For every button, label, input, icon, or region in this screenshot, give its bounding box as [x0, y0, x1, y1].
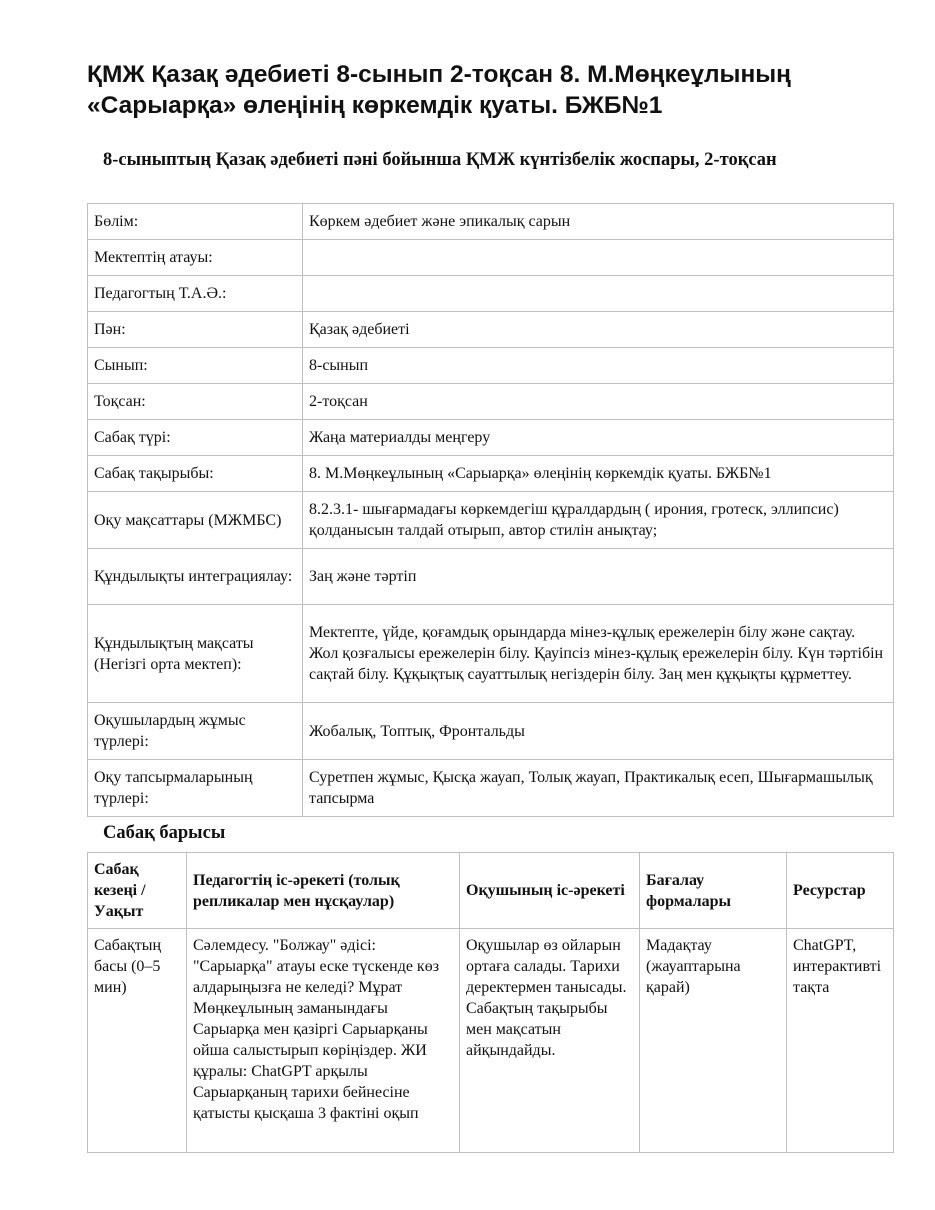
info-label: Оқушылардың жұмыс түрлері: — [88, 703, 303, 760]
info-label: Мектептің атауы: — [88, 240, 303, 276]
column-header-teacher: Педагогтің іс-әрекеті (толық репликалар мен нұсқаулар) — [187, 853, 460, 929]
info-value: Жобалық, Топтық, Фронтальды — [303, 703, 894, 760]
info-value: 8.2.3.1- шығармадағы көркемдегіш құралдардың ( ирония, гротеск, эллипсис) қолданысын талдай отырып, автор стилін анықтау; — [303, 492, 894, 549]
column-header-stage: Сабақ кезеңі / Уақыт — [88, 853, 187, 929]
info-label: Оқу мақсаттары (МЖМБС) — [88, 492, 303, 549]
table-row — [88, 492, 894, 549]
info-value — [303, 240, 894, 276]
info-label: Сынып: — [88, 348, 303, 384]
table-header-row — [88, 853, 894, 929]
page-title: ҚМЖ Қазақ әдебиеті 8-сынып 2-тоқсан 8. М.Мөңкеұлының «Сарыарқа» өлеңінің көркемдік қуаты. БЖБ№1 — [87, 61, 791, 119]
table-row — [88, 456, 894, 492]
info-value — [303, 276, 894, 312]
table-row — [88, 929, 894, 1153]
info-value: Заң және тәртіп — [303, 549, 894, 605]
info-value: Жаңа материалды меңгеру — [303, 420, 894, 456]
info-label: Оқу тапсырмаларының түрлері: — [88, 760, 303, 817]
resources-cell: ChatGPT, интерактивті тақта — [787, 929, 894, 1153]
info-value: Қазақ әдебиеті — [303, 312, 894, 348]
info-label: Құндылықты интеграциялау: — [88, 549, 303, 605]
table-row — [88, 204, 894, 240]
info-value: Көркем әдебиет және эпикалық сарын — [303, 204, 894, 240]
info-label: Педагогтың Т.А.Ә.: — [88, 276, 303, 312]
info-label: Сабақ тақырыбы: — [88, 456, 303, 492]
info-value: Суретпен жұмыс, Қысқа жауап, Толық жауап, Практикалық есеп, Шығармашылық тапсырма — [303, 760, 894, 817]
table-row — [88, 420, 894, 456]
table-row — [88, 348, 894, 384]
table-row — [88, 760, 894, 817]
info-value: 2-тоқсан — [303, 384, 894, 420]
table-row — [88, 549, 894, 605]
info-value: 8. М.Мөңкеұлының «Сарыарқа» өлеңінің көркемдік қуаты. БЖБ№1 — [303, 456, 894, 492]
plan-heading: 8-сыныптың Қазақ әдебиеті пәні бойынша ҚМЖ күнтізбелік жоспары, 2-тоқсан — [103, 150, 777, 170]
info-label: Пән: — [88, 312, 303, 348]
info-value: Мектепте, үйде, қоғамдық орындарда мінез-құлық ережелерін білу және сақтау. Жол қозғалысы ережелерін білу. Қауіпсіз мінез-құлық ережелерін білу. Күн тәртібін сақтай білу. Құқықтық сауаттылық негіздерін білу. Заң мен құқықты құрметтеу. — [303, 605, 894, 703]
table-row — [88, 384, 894, 420]
student-activity-cell: Оқушылар өз ойларын ортаға салады. Тарихи деректермен танысады. Сабақтың тақырыбы мен мақсатын айқындайды. — [460, 929, 640, 1153]
lesson-info-table — [87, 203, 894, 817]
stage-cell: Сабақтың басы (0–5 мин) — [88, 929, 187, 1153]
table-row — [88, 703, 894, 760]
column-header-student: Оқушының іс-әрекеті — [460, 853, 640, 929]
info-value: 8-сынып — [303, 348, 894, 384]
column-header-resources: Ресурстар — [787, 853, 894, 929]
assessment-cell: Мадақтау (жауаптарына қарай) — [640, 929, 787, 1153]
teacher-activity-cell: Сәлемдесу. "Болжау" әдісі: "Сарыарқа" атауы еске түскенде көз алдарыңызға не келеді? Мұрат Мөңкеұлының заманындағы Сарыарқа мен қазіргі Сарыарқаны ойша салыстырып көріңіздер. ЖИ құралы: ChatGPT арқылы Сарыарқаның тарихи бейнесіне қатысты қысқаша 3 фактіні оқып — [187, 929, 460, 1153]
table-row — [88, 276, 894, 312]
info-label: Құндылықтың мақсаты (Негізгі орта мектеп): — [88, 605, 303, 703]
lesson-progress-table — [87, 852, 894, 1153]
lesson-progress-heading: Сабақ барысы — [103, 823, 226, 843]
table-row — [88, 240, 894, 276]
column-header-assessment: Бағалау формалары — [640, 853, 787, 929]
info-label: Сабақ түрі: — [88, 420, 303, 456]
info-label: Тоқсан: — [88, 384, 303, 420]
info-label: Бөлім: — [88, 204, 303, 240]
table-row — [88, 605, 894, 703]
table-row — [88, 312, 894, 348]
